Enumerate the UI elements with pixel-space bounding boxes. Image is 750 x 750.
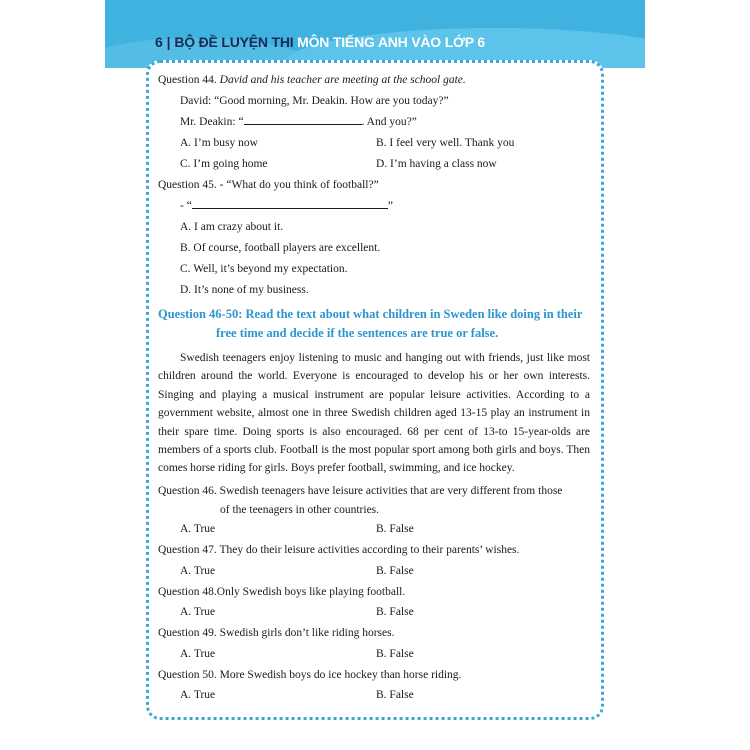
option-true[interactable]: A. True (180, 689, 216, 702)
response-end: ” (387, 200, 393, 212)
answer-row (158, 602, 590, 622)
option-false[interactable]: B. False (376, 523, 414, 536)
worksheet-content (158, 70, 590, 706)
section-heading-line: free time and decide if the sentences are true or false. (216, 326, 499, 340)
question-45: Question 45. - “What do you think of football?” (158, 179, 379, 191)
option-c[interactable]: C. Well, it’s beyond my expectation. (180, 263, 348, 275)
header-separator: | (166, 34, 171, 50)
answer-row (158, 685, 590, 705)
option-d[interactable]: D. I’m having a class now (376, 158, 497, 170)
dialogue-line: David: “Good morning, Mr. Deakin. How are you today?” (180, 95, 449, 107)
question-44 (158, 70, 590, 91)
page-number: 6 (155, 34, 163, 50)
passage-text: Swedish teenagers enjoy listening to music and hanging out with friends, just like most children around the world. Everyone is encouraged to develop his or her own interests. Singing and playing a musical instrument are popular leisure activities. According to a government website, almost one in three Swedish children aged 13-15 play an instrument in their spare time. Doing sports is also encouraged. 68 per cent of 13-to 15-year-olds are members of a sports club. Football is the most popular sport among both girls and boys. Then comes horse riding for girls. Boys prefer football, swimming, and ice hockey. (158, 352, 590, 475)
section-heading (158, 305, 590, 343)
question-46-continued: of the teenagers in other countries. (220, 504, 380, 517)
option-c[interactable]: C. I’m going home (180, 158, 268, 170)
header-title (155, 34, 485, 50)
question-46: Question 46. Swedish teenagers have leisure activities that are very different from those (158, 484, 563, 497)
option-true[interactable]: A. True (180, 523, 216, 536)
option-false[interactable]: B. False (376, 647, 414, 660)
question-label: Question 44. (158, 74, 217, 86)
question-47: Question 47. They do their leisure activities according to their parents’ wishes. (158, 544, 520, 557)
section-heading-line: Question 46-50: Read the text about what children in Sweden like doing in their (158, 307, 583, 321)
answer-row (158, 644, 590, 664)
answer-blank[interactable] (192, 197, 388, 209)
option-false[interactable]: B. False (376, 564, 414, 577)
page-header (105, 0, 645, 68)
option-false[interactable]: B. False (376, 689, 414, 702)
option-true[interactable]: A. True (180, 564, 216, 577)
response-start: - “ (180, 200, 192, 212)
question-50: Question 50. More Swedish boys do ice hockey than horse riding. (158, 668, 462, 681)
option-row (158, 154, 590, 175)
dialogue-line (158, 112, 590, 133)
option-a[interactable]: A. I’m busy now (180, 137, 258, 149)
option-d[interactable]: D. It’s none of my business. (180, 284, 309, 296)
option-row (158, 133, 590, 154)
answer-blank[interactable] (244, 113, 362, 125)
option-a[interactable]: A. I am crazy about it. (180, 221, 284, 233)
option-b[interactable]: B. Of course, football players are excellent. (180, 242, 381, 254)
option-true[interactable]: A. True (180, 647, 216, 660)
response-line (158, 196, 590, 217)
question-49: Question 49. Swedish girls don’t like riding horses. (158, 627, 395, 640)
dialogue-start: Mr. Deakin: “ (180, 116, 244, 128)
option-false[interactable]: B. False (376, 606, 414, 619)
dialogue-end: . And you?” (361, 116, 417, 128)
option-true[interactable]: A. True (180, 606, 216, 619)
reading-passage (158, 349, 590, 478)
question-prompt: David and his teacher are meeting at the school gate. (219, 74, 466, 86)
question-48: Question 48.Only Swedish boys like playing football. (158, 585, 406, 598)
answer-row (158, 519, 590, 539)
answer-row (158, 561, 590, 581)
book-title: BỘ ĐỀ LUYỆN THI (174, 34, 294, 50)
option-b[interactable]: B. I feel very well. Thank you (376, 137, 515, 149)
subject-title: MÔN TIẾNG ANH VÀO LỚP 6 (297, 34, 485, 50)
